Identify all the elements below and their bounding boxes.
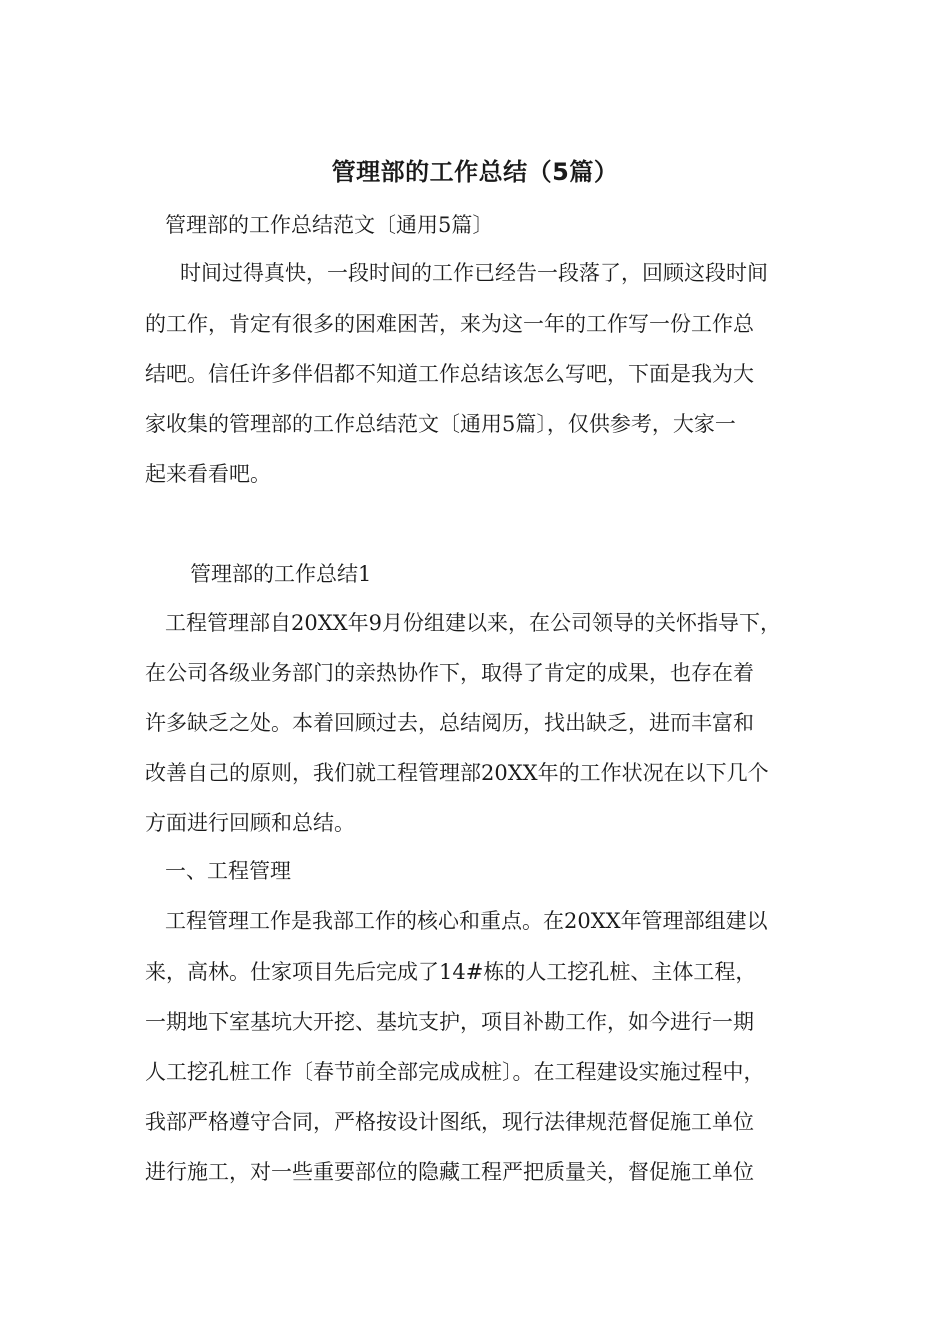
body-line: 方面进行回顾和总结。 — [145, 811, 355, 835]
body-line: 工程管理部自20XX年9月份组建以来，在公司领导的关怀指导下， — [165, 611, 781, 635]
intro-line: 时间过得真快，一段时间的工作已经告一段落了，回顾这段时间 — [180, 261, 768, 285]
intro-line: 的工作，肯定有很多的困难困苦，来为这一年的工作写一份工作总 — [145, 312, 754, 336]
subsection-heading: 一、工程管理 — [165, 859, 291, 883]
body-line: 在公司各级业务部门的亲热协作下，取得了肯定的成果，也存在着 — [145, 661, 754, 685]
body-line: 进行施工，对一些重要部位的隐藏工程严把质量关，督促施工单位 — [145, 1160, 754, 1184]
body-line: 工程管理工作是我部工作的核心和重点。在20XX年管理部组建以 — [165, 909, 768, 933]
intro-line: 结吧。信任许多伴侣都不知道工作总结该怎么写吧，下面是我为大 — [145, 362, 754, 386]
body-line: 来，高林。仕家项目先后完成了14#栋的人工挖孔桩、主体工程， — [145, 960, 757, 984]
body-line: 一期地下室基坑大开挖、基坑支护，项目补勘工作，如今进行一期 — [145, 1010, 754, 1034]
body-line: 人工挖孔桩工作〔春节前全部完成成桩〕。在工程建设实施过程中， — [145, 1060, 765, 1084]
intro-line: 家收集的管理部的工作总结范文〔通用5篇〕，仅供参考，大家一 — [145, 412, 736, 436]
body-line: 我部严格遵守合同，严格按设计图纸，现行法律规范督促施工单位 — [145, 1110, 754, 1134]
body-line: 改善自己的原则，我们就工程管理部20XX年的工作状况在以下几个 — [145, 761, 769, 785]
document-title: 管理部的工作总结（5篇） — [331, 158, 619, 186]
section-heading: 管理部的工作总结1 — [190, 562, 372, 586]
document-subtitle: 管理部的工作总结范文〔通用5篇〕 — [165, 213, 494, 237]
body-line: 许多缺乏之处。本着回顾过去，总结阅历，找出缺乏，进而丰富和 — [145, 711, 754, 735]
intro-line: 起来看看吧。 — [145, 462, 271, 486]
